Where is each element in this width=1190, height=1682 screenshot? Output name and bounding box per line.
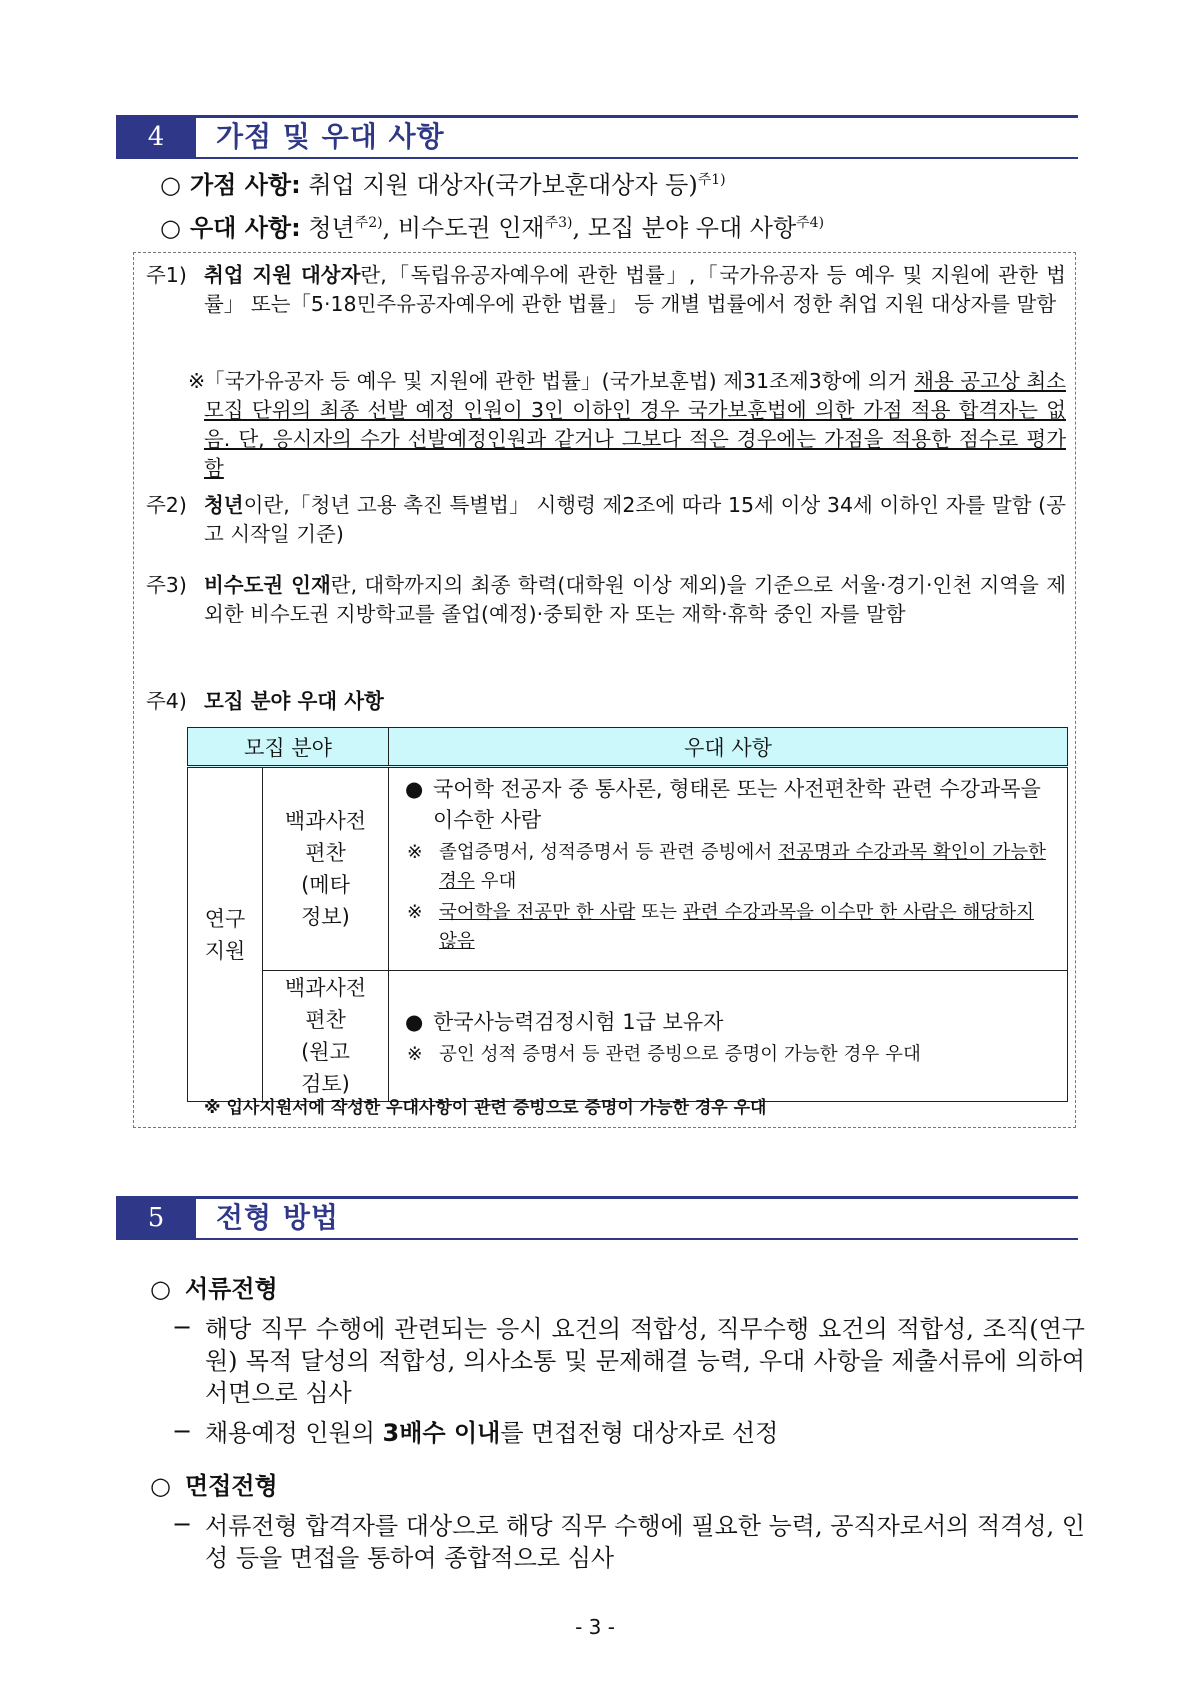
circle-bullet-icon: ○ <box>160 214 181 242</box>
section-number: 5 <box>116 1196 196 1240</box>
note-1: 주1) 취업 지원 대상자란,「독립유공자예우에 관한 법률」,「국가유공자 등 예우 및 지원에 관한 법률」 또는「5·18민주유공자예우에 관한 법률」 등 개별 법률에서 정한 취업 지원 대상자를 말함 <box>146 263 1066 316</box>
list-item: ※ 공인 성적 증명서 등 관련 증빙으로 증명이 가능한 경우 우대 <box>407 1044 921 1065</box>
header-preference: 우대 사항 <box>389 728 1068 767</box>
interview-item-1: 서류전형 합격자를 대상으로 해당 직무 수행에 필요한 능력, 공직자로서의 적격성, 인성 등을 면접을 통하여 종합적으로 심사 <box>205 1512 1085 1572</box>
field-cell: 백과사전 편찬 (원고 검토) <box>263 971 389 1102</box>
note-2: 주2) 청년이란,「청년 고용 촉진 특별법」 시행령 제2조에 따라 15세 이상 34세 이하인 자를 말함 (공고 시작일 기준) <box>146 493 1066 546</box>
dash-icon: − <box>172 1417 193 1445</box>
section-number: 4 <box>116 115 196 159</box>
section-4-header <box>116 115 1078 159</box>
list-item: ※ 졸업증명서, 성적증명서 등 관련 증빙에서 전공명과 수강과목 확인이 가능한 경우 우대 <box>407 842 1046 892</box>
section-5-header <box>116 1196 1078 1240</box>
dash-icon: − <box>172 1313 193 1341</box>
group-cell: 연구 지원 <box>188 767 263 1102</box>
preference-cell <box>389 971 1068 1102</box>
list-item: ● 국어학 전공자 중 통사론, 형태론 또는 사전편찬학 관련 수강과목을 이수한 사람 <box>405 777 1041 832</box>
circle-bullet-icon: ○ <box>150 1472 171 1500</box>
circle-bullet-icon: ○ <box>150 1275 171 1303</box>
section-title: 전형 방법 <box>216 1201 339 1234</box>
header-rule-bottom <box>196 1238 1078 1240</box>
notes-box <box>133 252 1076 1128</box>
table-header-row <box>188 728 1068 767</box>
list-item: ※ 국어학을 전공만 한 사람 또는 관련 수강과목을 이수만 한 사람은 해당하지 않음 <box>407 902 1034 952</box>
note-3: 주3) 비수도권 인재란, 대학까지의 최종 학력(대학원 이상 제외)을 기준으로 서울·경기·인천 지역을 제외한 비수도권 지방학교를 졸업(예정)·중퇴한 자 또는 재학·휴학 중인 자를 말함 <box>146 573 1066 626</box>
preference-table <box>187 727 1068 1102</box>
bonus-points-bullet: ○ 가점 사항: 취업 지원 대상자(국가보훈대상자 등)$^{주1)}$ <box>160 163 726 202</box>
note-1-reference: ※ 「국가유공자 등 예우 및 지원에 관한 법률」(국가보훈법) 제31조제3항에 의거 채용 공고상 최소 모집 단위의 최종 선발 예정 인원이 3인 이하인 경우 국가보훈법에 의한 가점 적용 합격자는 없음. 단, 응시자의 수가 선발예정인원과 같거나 그보다 적은 경우에는 가점을 적용한 점수로 평가함 <box>188 369 1066 480</box>
document-screening-heading: ○ 서류전형 <box>150 1274 278 1303</box>
preference-cell <box>389 767 1068 971</box>
section-title: 가점 및 우대 사항 <box>216 120 445 153</box>
table-row <box>188 971 1068 1102</box>
table-footnote: ※ 입사지원서에 작성한 우대사항이 관련 증빙으로 증명이 가능한 경우 우대 <box>204 1098 767 1118</box>
header-rule-bottom <box>196 157 1078 159</box>
list-item: ● 한국사능력검정시험 1급 보유자 <box>405 1010 724 1034</box>
note-4: 주4) 모집 분야 우대 사항 <box>146 689 384 713</box>
table-row <box>188 767 1068 971</box>
page-number: - 3 - <box>575 1615 615 1639</box>
interview-heading: ○ 면접전형 <box>150 1471 278 1500</box>
header-field: 모집 분야 <box>188 728 389 767</box>
preference-bullet: ○ 우대 사항: 청년$^{주2)}$, 비수도권 인재$^{주3)}$, 모집 분야 우대 사항$^{주4)}$ <box>160 206 824 245</box>
dash-icon: − <box>172 1510 193 1538</box>
document-screening-item-1: 해당 직무 수행에 관련되는 응시 요건의 적합성, 직무수행 요건의 적합성, 조직(연구원) 목적 달성의 적합성, 의사소통 및 문제해결 능력, 우대 사항을 제출서류에 의하여 서면으로 심사 <box>205 1315 1085 1407</box>
field-cell: 백과사전 편찬 (메타 정보) <box>263 767 389 971</box>
circle-bullet-icon: ○ <box>160 171 181 199</box>
document-screening-item-2: 채용예정 인원의 3배수 이내를 면접전형 대상자로 선정 <box>205 1419 779 1447</box>
